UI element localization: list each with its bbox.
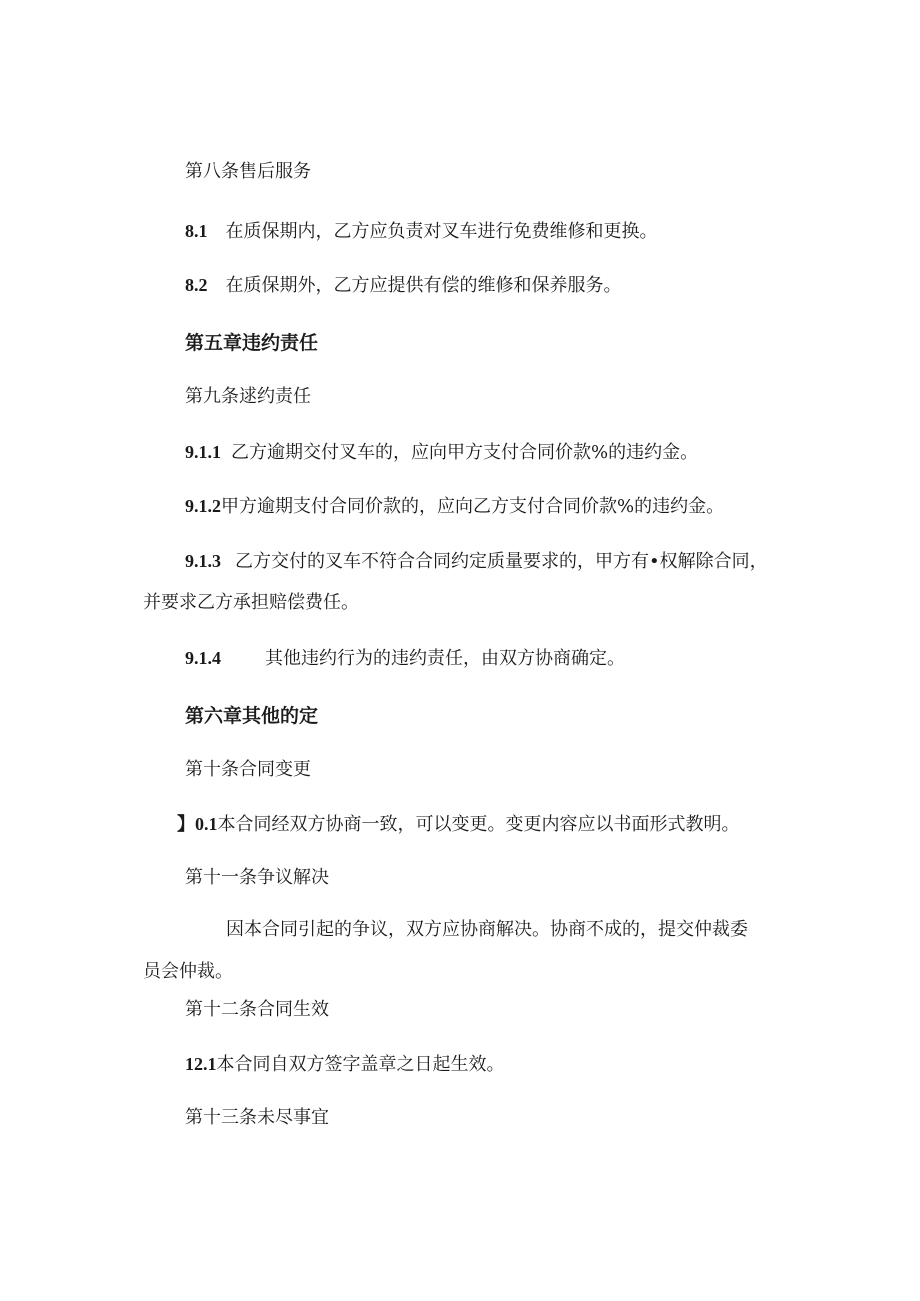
clause-text: 乙方交付的叉车不符合合同约定质量要求的，甲方有•权解除合同， [235, 551, 768, 572]
clause-9-1-3 [185, 549, 768, 574]
clause-9-1-4 [185, 646, 625, 671]
article-13-title: 第十三条未尽事宜 [185, 1107, 329, 1128]
article-11-text: 因本合同引起的争议，双方应协商解决。协商不成的，提交仲裁委 [226, 919, 748, 940]
clause-9-1-2 [185, 494, 724, 519]
article-8-title: 第八条售后服务 [185, 161, 311, 182]
chapter-6-title: 第六章其他的定 [185, 705, 319, 727]
clause-text: 甲方逾期支付合同价款的，应向乙方支付合同价款%的违约金。 [221, 496, 725, 517]
article-11-title: 第十一条争议解决 [185, 867, 329, 888]
clause-9-1-3-continuation: 并要求乙方承担赔偿费任。 [143, 592, 359, 613]
clause-8-2 [185, 273, 622, 298]
clause-9-1-1 [185, 440, 698, 465]
clause-10-1 [177, 812, 740, 837]
clause-text: 本合同经双方协商一致，可以变更。变更内容应以书面形式教明。 [217, 814, 740, 835]
clause-12-1 [185, 1052, 505, 1077]
clause-number: 】0.1 [177, 814, 218, 834]
clause-text: 在质保期外，乙方应提供有偿的维修和保养服务。 [225, 275, 622, 296]
clause-number: 9.1.1 [185, 442, 221, 462]
article-12-title: 第十二条合同生效 [185, 999, 329, 1020]
article-11-continuation: 员会仲裁。 [143, 961, 233, 982]
clause-number: 9.1.4 [185, 648, 221, 668]
clause-text: 其他违约行为的违约责任，由双方协商确定。 [265, 648, 625, 669]
clause-number: 9.1.2 [185, 496, 221, 516]
chapter-5-title: 第五章违约责任 [185, 332, 319, 354]
article-10-title: 第十条合同变更 [185, 759, 311, 780]
clause-number: 8.1 [185, 221, 208, 241]
clause-number: 8.2 [185, 275, 208, 295]
article-9-title: 第九条逑约责任 [185, 386, 311, 407]
clause-8-1 [185, 219, 658, 244]
clause-number: 9.1.3 [185, 551, 221, 571]
clause-text: 在质保期内，乙方应负责对叉车进行免费维修和更换。 [225, 221, 658, 242]
clause-text: 本合同自双方签字盖章之日起生效。 [216, 1054, 505, 1075]
clause-number: 12.1 [185, 1054, 217, 1074]
clause-text: 乙方逾期交付叉车的，应向甲方支付合同价款%的违约金。 [231, 442, 699, 463]
